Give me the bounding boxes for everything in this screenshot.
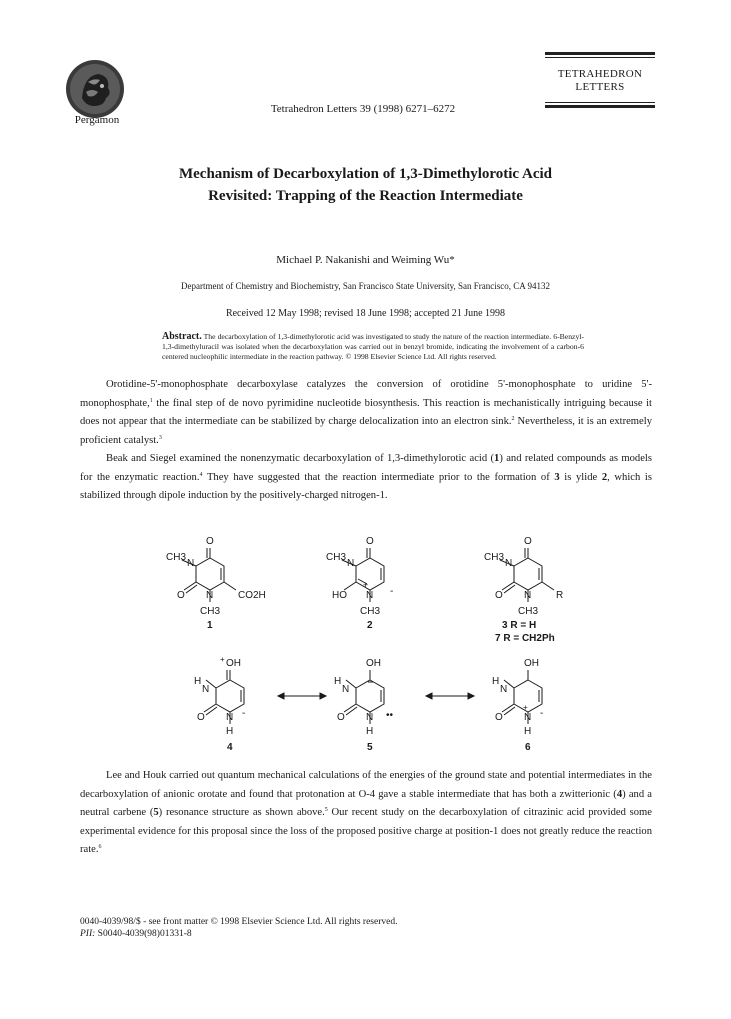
ref-4: 4: [199, 471, 203, 478]
charge-minus-6: -: [540, 708, 544, 719]
atom-o-3b: O: [495, 590, 503, 601]
p2-text-a: Beak and Siegel examined the nonenzymatic decarboxylation of 1,3-dimethylorotic acid (: [106, 453, 495, 464]
abstract: [162, 332, 584, 362]
p3-text-a: Lee and Houk carried out quantum mechanical calculations of the energies of the ground state and potential intermediates in the decarboxylation of anionic orotate and found that protonation at O-4 gave a stable intermediate that has both a zwitterionic (: [80, 770, 652, 800]
publisher-name: Pergamon: [74, 114, 120, 126]
journal-citation: Tetrahedron Letters 39 (1998) 6271–6272: [270, 103, 456, 115]
methyl-1a: CH3: [166, 552, 187, 563]
atom-h-4a: H: [194, 676, 202, 687]
authors: Michael P. Nakanishi and Weiming Wu*: [276, 254, 455, 266]
resonance-arrow-right: [426, 693, 474, 699]
p2-text-d: is ylide: [559, 471, 602, 483]
brand-text: [545, 58, 655, 102]
compound-label-1: 1: [207, 620, 213, 631]
atom-n-5b: N: [366, 712, 374, 723]
compound-ref-4: 4: [616, 788, 623, 800]
atom-h-4b: H: [226, 726, 234, 737]
compound-label-7: 7 R = CH2Ph: [495, 633, 555, 644]
carbene-dots-5: ••: [386, 710, 394, 721]
brand-line-1: TETRAHEDRON: [557, 68, 643, 80]
paragraph-1: [80, 376, 652, 450]
atom-o-5b: O: [337, 712, 345, 723]
carboxyl-1: CO2H: [238, 590, 266, 601]
atom-o-2a: O: [366, 536, 374, 547]
atom-n-3b: N: [524, 590, 532, 601]
brand-line-2: LETTERS: [575, 81, 625, 93]
atom-n-1b: N: [206, 590, 214, 601]
pii-label: PII:: [80, 929, 96, 939]
title-line-1: Mechanism of Decarboxylation of 1,3-Dimethylorotic Acid: [178, 166, 552, 182]
p3-text-b: ) and a neutral carbene (: [80, 788, 652, 818]
atom-n-6b: N: [524, 712, 532, 723]
methyl-1b: CH3: [200, 606, 221, 617]
atom-n-5a: N: [342, 684, 350, 695]
atom-n-3a: N: [505, 558, 513, 569]
atom-h-6a: H: [492, 676, 500, 687]
charge-plus-4: +: [220, 655, 225, 664]
compound-ref-1: 1: [494, 453, 500, 464]
body-section-top: [80, 376, 652, 506]
p1-text-b: the final step of de novo pyrimidine nucleotide biosynthesis. This reaction is mechanistically intriguing because it does not appear that the intermediate can be stabilized by charge delocalization into an electron sink.: [80, 397, 652, 427]
p2-text-e: , which is stabilized through dipole induction by the positively-charged nitrogen-1.: [80, 471, 652, 501]
p3-text-c: ) resonance structure as shown above.: [158, 807, 325, 818]
atom-o-1b: O: [177, 590, 185, 601]
footer-pii: [80, 928, 580, 940]
brand-rule-top: [545, 52, 655, 55]
charge-plus-2: +: [363, 580, 369, 590]
title-line-2: Revisited: Trapping of the Reaction Intermediate: [208, 188, 523, 204]
atom-n-4b: N: [226, 712, 234, 723]
brand-rule-bottom: [545, 105, 655, 108]
atom-n-4a: N: [202, 684, 210, 695]
atom-o-1a: O: [206, 536, 214, 547]
brand-rule-bottom-thin: [545, 102, 655, 103]
p2-text-b: ) and related compounds as models for the enzymatic reaction.: [80, 453, 652, 483]
structure-4: [204, 670, 244, 724]
abstract-text: The decarboxylation of 1,3-dimethylorotic acid was investigated to study the nature of the reaction intermediate. 6-Benzyl-1,3-dimethyluracil was isolated when the decarboxylation was carried out in benzyl bromide, indicating the involvement of a carbon-6 centered nucleophilic intermediate in the reaction pathway. © 1998 Elsevier Science Ltd. All rights reserved.: [162, 332, 584, 361]
copyright-footer: [80, 916, 580, 940]
methyl-2b: CH3: [360, 606, 381, 617]
charge-minus-2: -: [390, 586, 394, 597]
p1-text-c: Nevertheless, it is an extremely proficient catalyst.: [80, 416, 652, 446]
compound-label-3: 3 R = H: [502, 620, 537, 631]
compound-label-4: 4: [227, 742, 233, 753]
paragraph-3: [80, 767, 652, 860]
atom-n-6a: N: [500, 684, 508, 695]
journal-brand: [545, 52, 655, 108]
p3-text-d: Our recent study on the decarboxylation of citrazinic acid provided some experimental evidence for this proposal since the loss of the proposed positive charge at position-1 does not greatly reduce the reaction rate.: [80, 807, 652, 855]
compound-ref-3: 3: [554, 471, 560, 483]
compound-label-6: 6: [525, 742, 531, 753]
abstract-label: Abstract.: [162, 331, 202, 342]
atom-o-4b: O: [197, 712, 205, 723]
atom-h-5b: H: [366, 726, 374, 737]
substituent-r: R: [556, 590, 564, 601]
compound-ref-5: 5: [153, 807, 159, 818]
atom-o-6b: O: [495, 712, 503, 723]
methyl-3a: CH3: [484, 552, 505, 563]
ref-3: 3: [158, 434, 162, 441]
ref-5: 5: [324, 807, 328, 813]
hydroxy-6: OH: [524, 658, 539, 669]
hydroxy-2: HO: [332, 590, 347, 601]
structure-6: [502, 670, 542, 724]
structure-5: [344, 670, 384, 724]
reaction-scheme: [150, 528, 580, 758]
footer-copyright: 0040-4039/98/$ - see front matter © 1998 Elsevier Science Ltd. All rights reserved.: [80, 917, 398, 927]
ref-2: 2: [511, 416, 515, 422]
compound-label-5: 5: [367, 742, 373, 753]
p2-text-c: They have suggested that the reaction intermediate prior to the formation of: [202, 471, 555, 483]
body-section-bottom: [80, 767, 652, 860]
ref-6: 6: [98, 844, 102, 850]
atom-h-5a: H: [334, 676, 342, 687]
received-dates: Received 12 May 1998; revised 18 June 1998; accepted 21 June 1998: [225, 308, 506, 319]
atom-n-2b: N: [366, 590, 374, 601]
affiliation: Department of Chemistry and Biochemistry, San Francisco State University, San Francisco, CA 94132: [180, 281, 551, 291]
atom-h-6b: H: [524, 726, 532, 737]
structure-2: [342, 548, 384, 602]
ref-1: 1: [149, 397, 153, 404]
article-title: [110, 163, 621, 207]
compound-label-2: 2: [367, 620, 373, 631]
resonance-arrow-left: [278, 693, 326, 699]
atom-n-2a: N: [347, 558, 355, 569]
publisher-logo: [64, 58, 126, 120]
hydroxy-4: OH: [226, 658, 241, 669]
pii-value: S0040-4039(98)01331-8: [95, 929, 192, 939]
compound-ref-2: 2: [601, 471, 608, 483]
methyl-3b: CH3: [518, 606, 539, 617]
atom-o-3a: O: [524, 536, 532, 547]
charge-plus-6: +: [523, 703, 528, 712]
charge-minus-4: -: [242, 708, 246, 719]
p1-text-a: Orotidine-5'-monophosphate decarboxylase catalyzes the conversion of orotidine 5'-monophosphate to uridine 5'-monophosphate,: [80, 379, 652, 409]
methyl-2a: CH3: [326, 552, 347, 563]
atom-n-1a: N: [187, 558, 195, 569]
hydroxy-5: OH: [366, 658, 381, 669]
paragraph-2: [80, 450, 652, 506]
